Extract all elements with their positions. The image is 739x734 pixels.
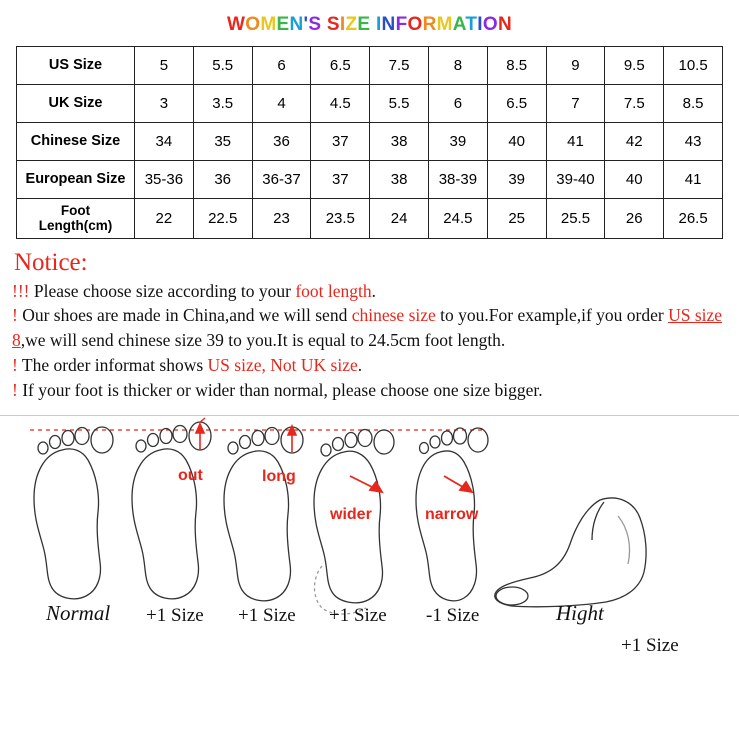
table-cell: 36-37	[252, 161, 311, 199]
notice-text: to you.For example,if you order	[435, 305, 669, 326]
notice-line	[12, 279, 727, 304]
table-row	[17, 199, 723, 239]
table-cell: 22	[135, 199, 194, 239]
row-header: US Size	[17, 47, 135, 85]
foot-height-side-view	[495, 498, 646, 607]
table-cell: 7.5	[370, 47, 429, 85]
row-header: European Size	[17, 161, 135, 199]
foot-size-label: +1 Size	[238, 604, 296, 626]
page-title-text	[227, 14, 512, 35]
arrow-out	[196, 424, 204, 450]
foot-size-label: +1 Size	[621, 634, 679, 656]
table-cell: 22.5	[193, 199, 252, 239]
table-row	[17, 47, 723, 85]
title-letter-1: O	[245, 14, 261, 35]
table-cell: 4	[252, 85, 311, 123]
table-cell: 5.5	[370, 85, 429, 123]
table-cell: 26	[605, 199, 664, 239]
table-cell: 37	[311, 123, 370, 161]
notice-text: ,we will send chinese size 39 to you.It is equal to 24.5cm foot length.	[20, 330, 506, 351]
table-row	[17, 161, 723, 199]
table-cell: 5.5	[193, 47, 252, 85]
table-cell: 40	[605, 161, 664, 199]
table-cell: 42	[605, 123, 664, 161]
table-cell: 40	[487, 123, 546, 161]
table-cell: 37	[311, 161, 370, 199]
foot-long	[224, 427, 303, 601]
arrow-wider	[350, 476, 382, 492]
title-letter-18: M	[436, 14, 453, 35]
notice-section	[0, 239, 739, 403]
table-cell: 6.5	[311, 47, 370, 85]
table-cell: 39	[428, 123, 487, 161]
size-table	[16, 46, 723, 239]
arrow-narrow	[444, 476, 472, 492]
table-cell: 3	[135, 85, 194, 123]
arrow-label: out	[178, 466, 203, 484]
arrow-label: wider	[330, 505, 372, 523]
row-header: Foot Length(cm)	[17, 199, 135, 239]
title-letter-14: N	[381, 14, 396, 35]
table-cell: 9	[546, 47, 605, 85]
foot-measurement-diagram	[0, 416, 739, 662]
notice-text: .	[357, 355, 363, 376]
table-cell: 41	[664, 161, 723, 199]
table-cell: 4.5	[311, 85, 370, 123]
foot-normal	[34, 427, 113, 599]
foot-size-label: Hight	[556, 600, 604, 625]
table-cell: 38	[370, 123, 429, 161]
table-cell: 35	[193, 123, 252, 161]
title-letter-0: W	[227, 14, 246, 35]
table-cell: 23.5	[311, 199, 370, 239]
table-cell: 35-36	[135, 161, 194, 199]
size-table-container	[0, 46, 739, 239]
title-letter-16: O	[407, 14, 423, 35]
table-cell: 10.5	[664, 47, 723, 85]
table-row	[17, 123, 723, 161]
table-cell: 39-40	[546, 161, 605, 199]
notice-bang: !	[12, 305, 18, 326]
notice-text: US size, Not UK size	[207, 355, 358, 376]
table-cell: 38-39	[428, 161, 487, 199]
notice-text: .	[371, 280, 376, 301]
table-cell: 9.5	[605, 47, 664, 85]
table-cell: 5	[135, 47, 194, 85]
row-header: UK Size	[17, 85, 135, 123]
title-letter-8: S	[326, 14, 340, 35]
foot-size-label: +1 Size	[329, 604, 387, 626]
table-cell: 34	[135, 123, 194, 161]
table-cell: 25	[487, 199, 546, 239]
title-letter-19: A	[452, 14, 466, 35]
foot-toe-out	[132, 418, 211, 599]
title-letter-13: I	[375, 14, 382, 35]
table-cell: 25.5	[546, 199, 605, 239]
row-header: Chinese Size	[17, 123, 135, 161]
notice-lines	[12, 279, 727, 403]
title-letter-4: N	[289, 14, 304, 35]
notice-text: The order informat shows	[17, 355, 208, 376]
title-letter-2: M	[260, 14, 277, 35]
table-cell: 24	[370, 199, 429, 239]
notice-bang: !	[12, 355, 18, 376]
notice-text: US size 8	[12, 305, 723, 351]
notice-text: chinese size	[351, 305, 436, 326]
arrow-label: long	[262, 467, 296, 485]
table-cell: 6.5	[487, 85, 546, 123]
title-letter-5: '	[303, 14, 309, 35]
table-cell: 7.5	[605, 85, 664, 123]
title-letter-22: O	[482, 14, 498, 35]
table-cell: 38	[370, 161, 429, 199]
title-letter-9: I	[339, 14, 346, 35]
title-letter-17: R	[422, 14, 437, 35]
table-cell: 41	[546, 123, 605, 161]
foot-size-label: Normal	[46, 600, 111, 625]
table-cell: 26.5	[664, 199, 723, 239]
table-cell: 3.5	[193, 85, 252, 123]
notice-text: If your foot is thicker or wider than normal, please choose one size bigger.	[17, 379, 543, 400]
table-cell: 43	[664, 123, 723, 161]
notice-text: Please choose size according to your	[29, 280, 296, 301]
foot-size-label: -1 Size	[426, 604, 480, 626]
title-letter-23: N	[497, 14, 512, 35]
table-cell: 6	[428, 85, 487, 123]
table-cell: 24.5	[428, 199, 487, 239]
title-letter-10: Z	[345, 14, 358, 35]
table-cell: 7	[546, 85, 605, 123]
notice-heading: Notice:	[14, 249, 88, 276]
title-letter-6: S	[308, 14, 322, 35]
table-row	[17, 85, 723, 123]
notice-line	[12, 353, 727, 378]
notice-bang: !!!	[12, 280, 30, 301]
title-letter-11: E	[357, 14, 371, 35]
table-cell: 8.5	[664, 85, 723, 123]
table-cell: 6	[252, 47, 311, 85]
notice-line	[12, 378, 727, 403]
title-letter-21: I	[477, 14, 483, 35]
notice-text: foot length	[295, 280, 372, 301]
title-letter-3: E	[276, 14, 290, 35]
table-cell: 23	[252, 199, 311, 239]
foot-size-label: +1 Size	[146, 604, 204, 626]
page-title	[0, 0, 739, 46]
notice-text: Our shoes are made in China,and we will send	[17, 305, 352, 326]
title-letter-20: T	[465, 14, 478, 35]
table-cell: 36	[193, 161, 252, 199]
arrow-label: narrow	[425, 505, 479, 523]
notice-line	[12, 303, 727, 353]
table-cell: 39	[487, 161, 546, 199]
notice-bang: !	[12, 379, 18, 400]
title-letter-15: F	[395, 14, 408, 35]
table-cell: 8	[428, 47, 487, 85]
table-cell: 36	[252, 123, 311, 161]
table-cell: 8.5	[487, 47, 546, 85]
